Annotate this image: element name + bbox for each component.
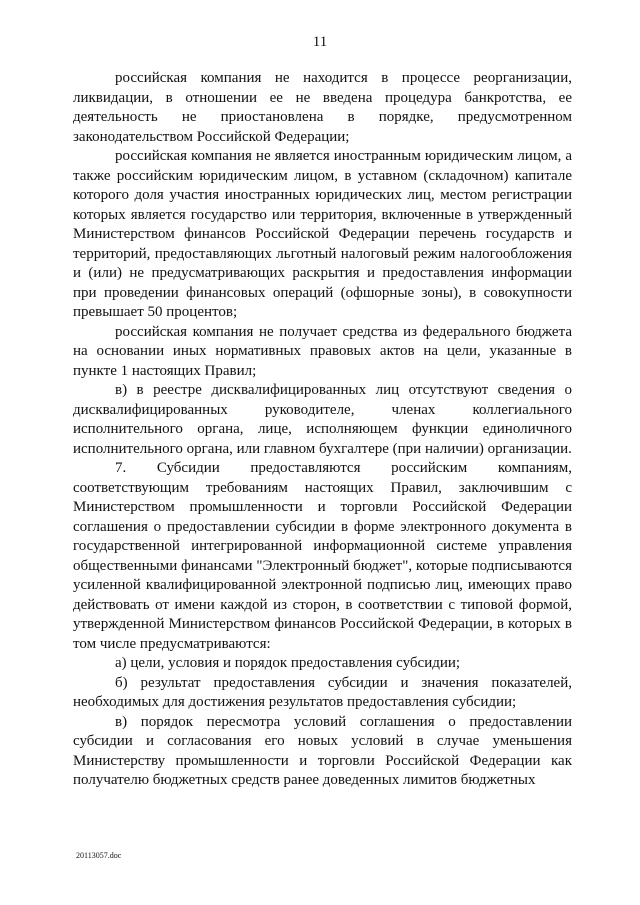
paragraph: в) в реестре дисквалифицированных лиц отсутствуют сведения о дисквалифицированных руководителе, членах коллегиального исполнительного органа, лице, исполняющем функции единоличного исполнительного органа, или главном бухгалтере (при наличии) организации.: [73, 382, 572, 457]
page-number: 11: [312, 34, 328, 50]
document-body: [73, 69, 572, 791]
paragraph: в) порядок пересмотра условий соглашения о предоставлении субсидии и согласования его новых условий в случае уменьшения Министерству промышленности и торговли Российской Федерации как получателю бюджетных средств ранее доведенных лимитов бюджетных: [73, 713, 572, 788]
paragraph: российская компания не является иностранным юридическим лицом, а также российским юридическим лицом, в уставном (складочном) капитале которого доля участия иностранных юридических лиц, местом регистрации которых является государство или территория, включенные в утвержденный Министерством финансов Российской Федерации перечень государств и территорий, предоставляющих льготный налоговый режим налогообложения и (или) не предусматривающих раскрытия и предоставления информации при проведении финансовых операций (офшорные зоны), в совокупности превышает 50 процентов;: [73, 148, 572, 320]
paragraph: б) результат предоставления субсидии и значения показателей, необходимых для достижения результатов предоставления субсидии;: [73, 674, 572, 710]
file-name-footer: 20113057.doc: [76, 851, 122, 860]
paragraph: российская компания не находится в процессе реорганизации, ликвидации, в отношении ее не введена процедура банкротства, ее деятельность не приостановлена в порядке, предусмотренном законодательством Российской Федерации;: [73, 70, 572, 145]
paragraph: а) цели, условия и порядок предоставления субсидии;: [115, 655, 461, 671]
paragraph: 7. Субсидии предоставляются российским компаниям, соответствующим требованиям настоящих Правил, заключившим с Министерством промышленности и торговли Российской Федерации соглашения о предоставлении субсидии в форме электронного документа в государственной интегрированной информационной системе управления общественными финансами "Электронный бюджет", которые подписываются усиленной квалифицированной электронной подписью лиц, имеющих право действовать от имени каждой из сторон, в соответствии с типовой формой, утвержденной Министерством финансов Российской Федерации, в которых в том числе предусматриваются:: [73, 460, 572, 652]
paragraph: российская компания не получает средства из федерального бюджета на основании иных нормативных правовых актов на цели, указанные в пункте 1 настоящих Правил;: [73, 323, 572, 379]
